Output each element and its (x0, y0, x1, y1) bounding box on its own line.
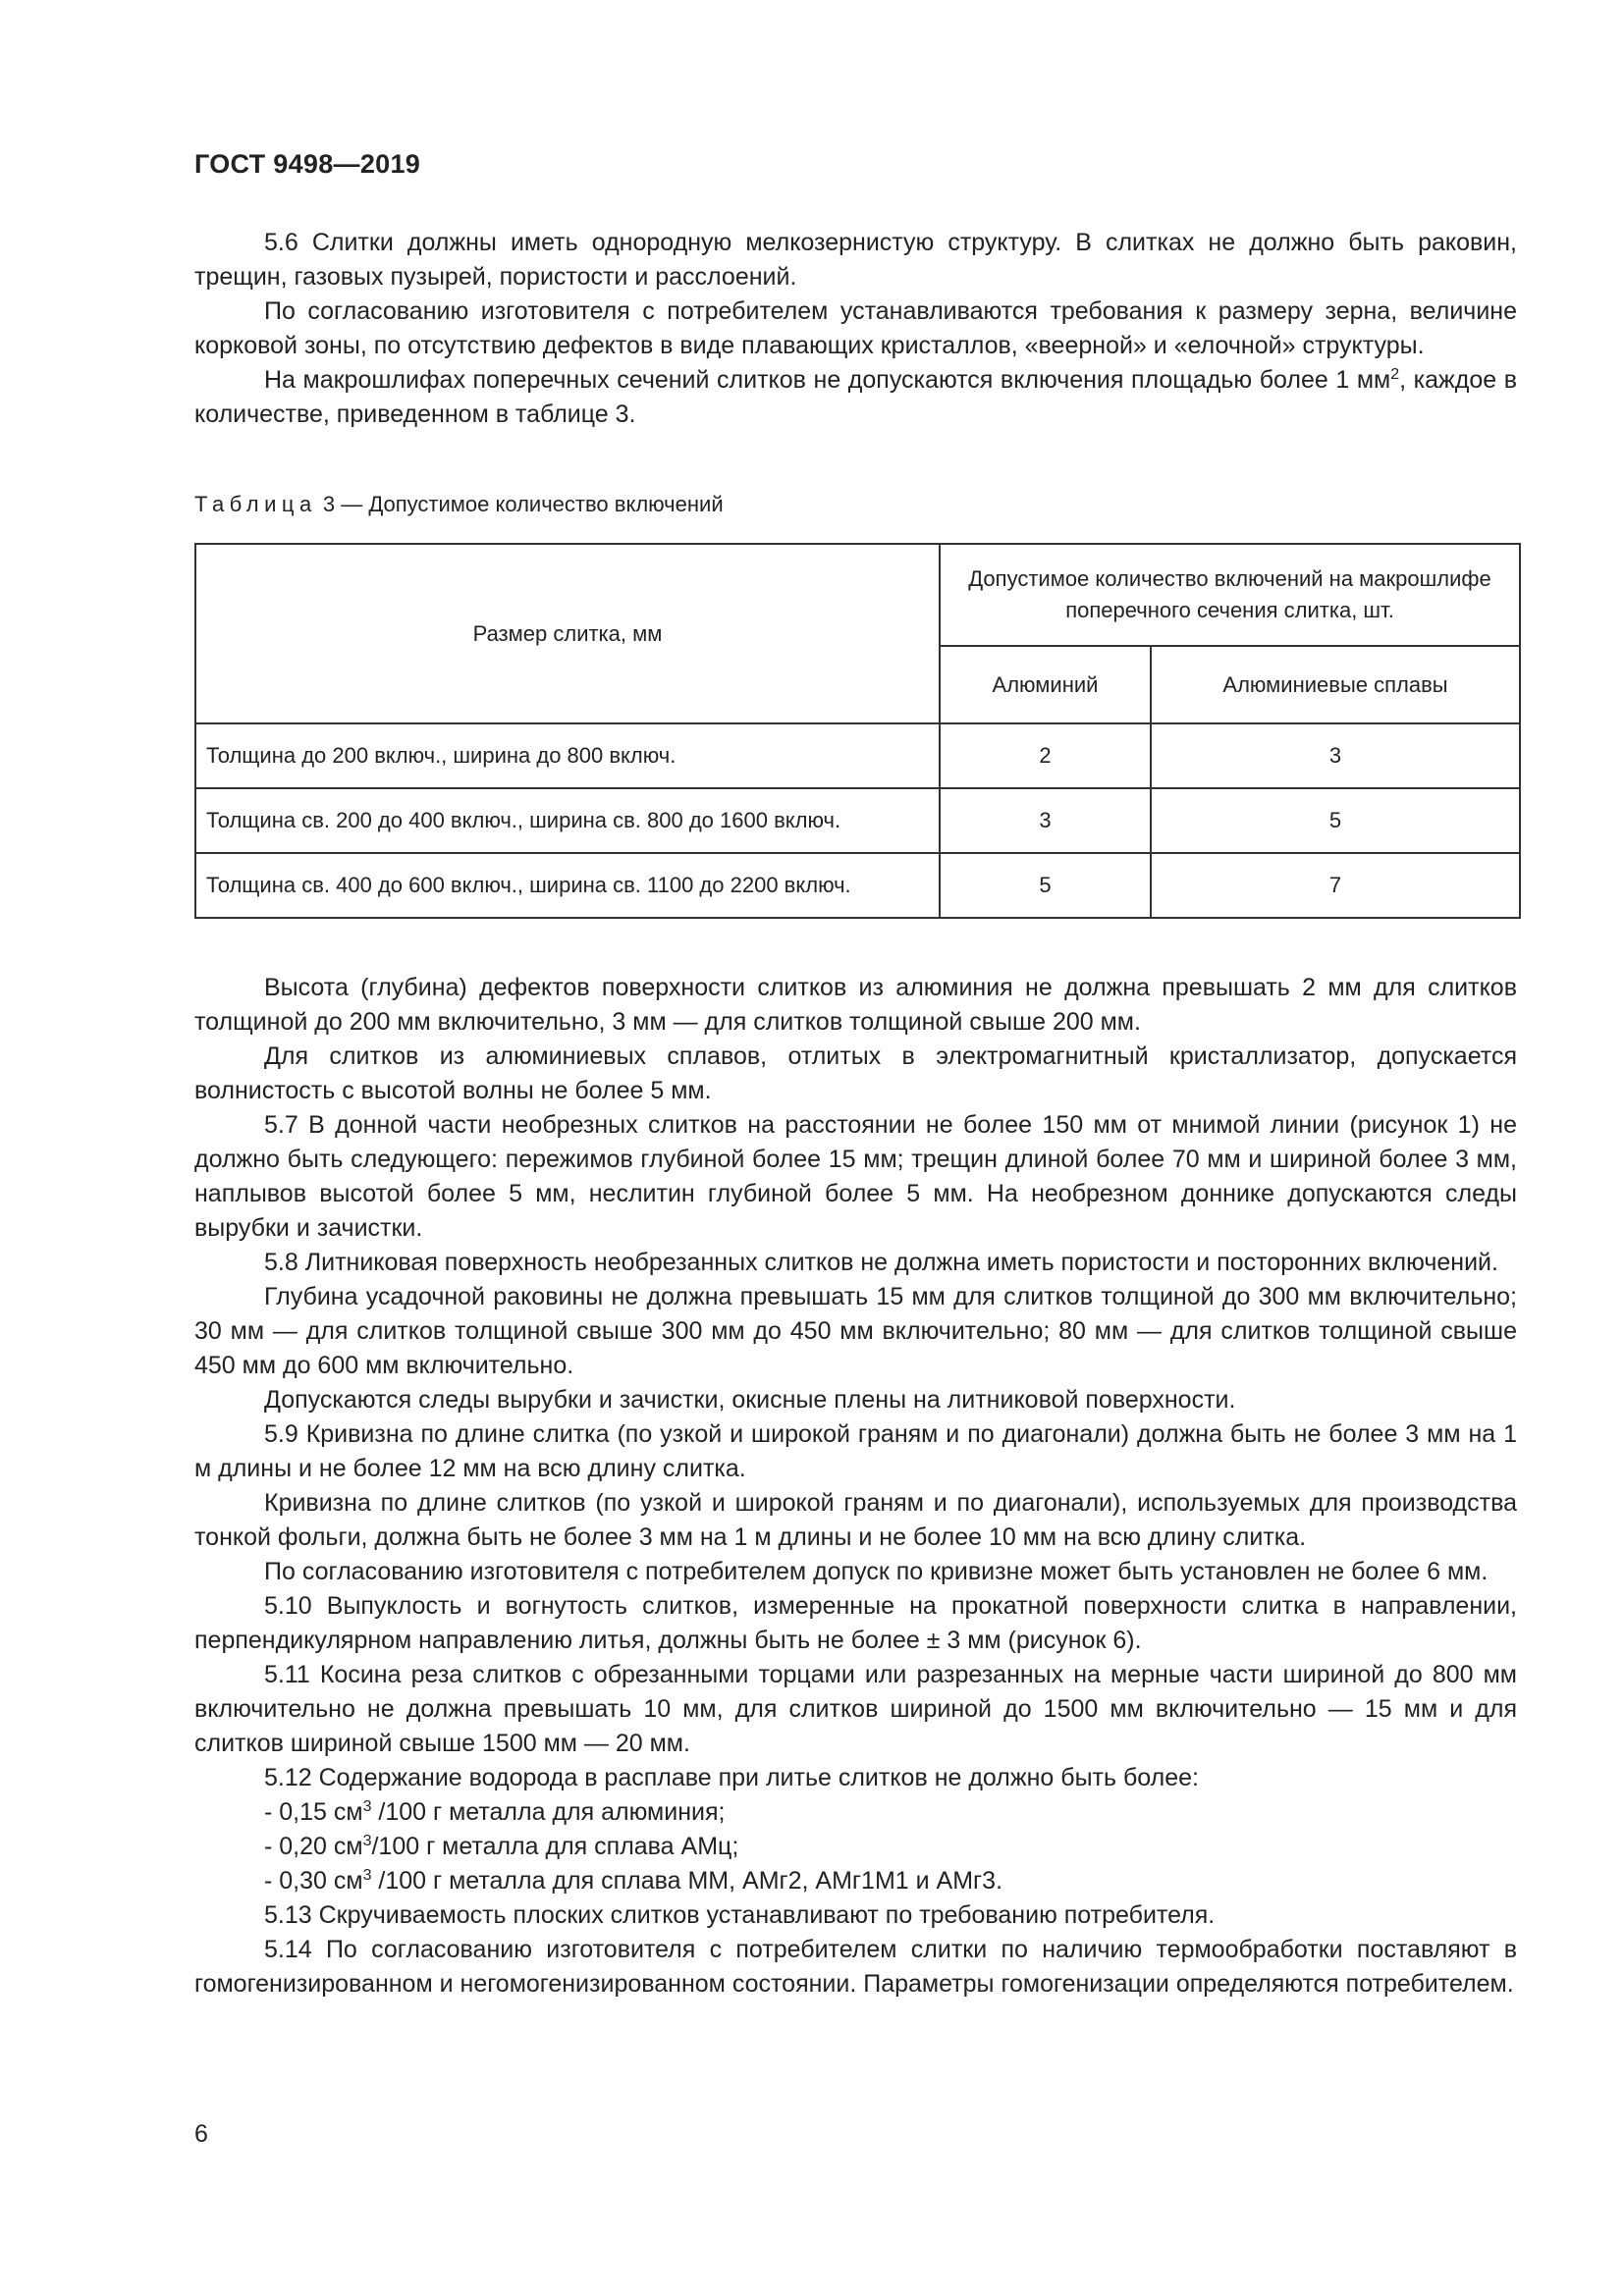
paragraph-inclusions: На макрошлифах поперечных сечений слитков не допускаются включения площадью более 1 $мм^2$, каждое в количестве, приведенном в таблице 3. (194, 366, 1517, 428)
table-row (195, 723, 1520, 788)
cell-alloys: 5 (1151, 788, 1520, 853)
paragraph-cleaning-traces: Допускаются следы вырубки и зачистки, окисные плены на литниковой поверхности. (264, 1386, 1236, 1414)
intro-text-block (194, 226, 1517, 432)
cell-size: Толщина до 200 включ., ширина до 800 включ. (195, 723, 940, 788)
table-caption-text: 3 — Допустимое количество включений (316, 492, 724, 516)
list-item: - 0,15 $см^3$ /100 г металла для алюминия; (264, 1798, 726, 1826)
column-header-ingot-size: Размер слитка, мм (195, 544, 940, 723)
paragraph-5-8: 5.8 Литниковая поверхность необрезанных слитков не должна иметь пористости и посторонних включений. (264, 1249, 1498, 1276)
paragraph-5-10: 5.10 Выпуклость и вогнутость слитков, измеренные на прокатной поверхности слитка в направлении, перпендикулярном направлению литья, должны быть не более ± 3 мм (рисунок 6). (194, 1592, 1517, 1654)
paragraph-5-12: 5.12 Содержание водорода в расплаве при литье слитков не должно быть более: (264, 1764, 1199, 1791)
column-header-allowed-count: Допустимое количество включений на макрошлифе поперечного сечения слитка, шт. (940, 544, 1520, 646)
paragraph-5-7: 5.7 В донной части необрезных слитков на расстоянии не более 150 мм от мнимой линии (рисунок 1) не должно быть следующего: пережимов глубиной более 15 мм; трещин длиной более 70 мм и шириной более 3 мм, наплывов высотой более 5 мм, неслитин глубиной более 5 мм. На необрезном доннике допускаются следы вырубки и зачистки. (194, 1111, 1517, 1242)
superscript: 3 (362, 1798, 372, 1815)
cell-size: Толщина св. 400 до 600 включ., ширина св. 1100 до 2200 включ. (195, 853, 940, 918)
paragraph-curvature-tolerance: По согласованию изготовителя с потребителем допуск по кривизне может быть установлен не более 6 мм. (264, 1558, 1489, 1585)
paragraph-5-9: 5.9 Кривизна по длине слитка (по узкой и широкой граням и по диагонали) должна быть не более 3 мм на 1 м длины и не более 12 мм на всю длину слитка. (194, 1420, 1517, 1482)
document-code-header: ГОСТ 9498—2019 (194, 149, 421, 179)
superscript: 2 (1390, 366, 1400, 383)
column-header-aluminum: Алюминий (940, 646, 1151, 723)
list-item: - 0,20 $см^3/100$ г металла для сплава АМц; (264, 1833, 739, 1860)
cell-size: Толщина св. 200 до 400 включ., ширина св. 800 до 1600 включ. (195, 788, 940, 853)
inclusions-table (194, 543, 1521, 919)
paragraph-5-11: 5.11 Косина реза слитков с обрезанными торцами или разрезанных на мерные части шириной до 800 мм включительно не должна превышать 10 мм, для слитков шириной до 1500 мм включительно — 15 мм и для слитков шириной свыше 1500 мм — 20 мм. (194, 1661, 1517, 1757)
paragraph-shrinkage: Глубина усадочной раковины не должна превышать 15 мм для слитков толщиной до 300 мм включительно; 30 мм — для слитков толщиной свыше 300 мм до 450 мм включительно; 80 мм — для слитков толщиной свыше 450 мм до 600 мм включительно. (194, 1283, 1517, 1379)
table-row (195, 788, 1520, 853)
cell-aluminum: 3 (940, 788, 1151, 853)
cell-aluminum: 5 (940, 853, 1151, 918)
superscript: 3 (362, 1833, 372, 1849)
superscript: 3 (362, 1867, 372, 1884)
paragraph-foil-curvature: Кривизна по длине слитков (по узкой и широкой граням и по диагонали), используемых для производства тонкой фольги, должна быть не более 3 мм на 1 м длины и не более 10 мм на всю длину слитка. (194, 1489, 1517, 1551)
list-item: - 0,30 $см^3$ /100 г металла для сплава ММ, АМг2, АМг1М1 и АМг3. (264, 1867, 1003, 1895)
paragraph-5-13: 5.13 Скручиваемость плоских слитков устанавливают по требованию потребителя. (264, 1901, 1216, 1929)
paragraph-defect-depth: Высота (глубина) дефектов поверхности слитков из алюминия не должна превышать 2 мм для слитков толщиной до 200 мм включительно, 3 мм — для слитков толщиной свыше 200 мм. (194, 974, 1517, 1036)
table-row (195, 853, 1520, 918)
page-number: 6 (194, 2120, 208, 2148)
main-text-block (194, 971, 1517, 2002)
table-caption (194, 492, 724, 517)
cell-alloys: 7 (1151, 853, 1520, 918)
paragraph-5-6: 5.6 Слитки должны иметь однородную мелкозернистую структуру. В слитках не должно быть раковин, трещин, газовых пузырей, пористости и расслоений. (194, 229, 1517, 291)
column-header-aluminum-alloys: Алюминиевые сплавы (1151, 646, 1520, 723)
paragraph-5-14: 5.14 По согласованию изготовителя с потребителем слитки по наличию термообработки поставляют в гомогенизированном и негомогенизированном состоянии. Параметры гомогенизации определяются потребителем. (194, 1936, 1517, 1998)
cell-aluminum: 2 (940, 723, 1151, 788)
cell-alloys: 3 (1151, 723, 1520, 788)
paragraph-waviness: Для слитков из алюминиевых сплавов, отлитых в электромагнитный кристаллизатор, допускается волнистость с высотой волны не более 5 мм. (194, 1042, 1517, 1104)
table-caption-label: Таблица (194, 492, 317, 516)
paragraph-grain-requirements: По согласованию изготовителя с потребителем устанавливаются требования к размеру зерна, величине корковой зоны, по отсутствию дефектов в виде плавающих кристаллов, «веерной» и «елочной» структуры. (194, 297, 1517, 359)
